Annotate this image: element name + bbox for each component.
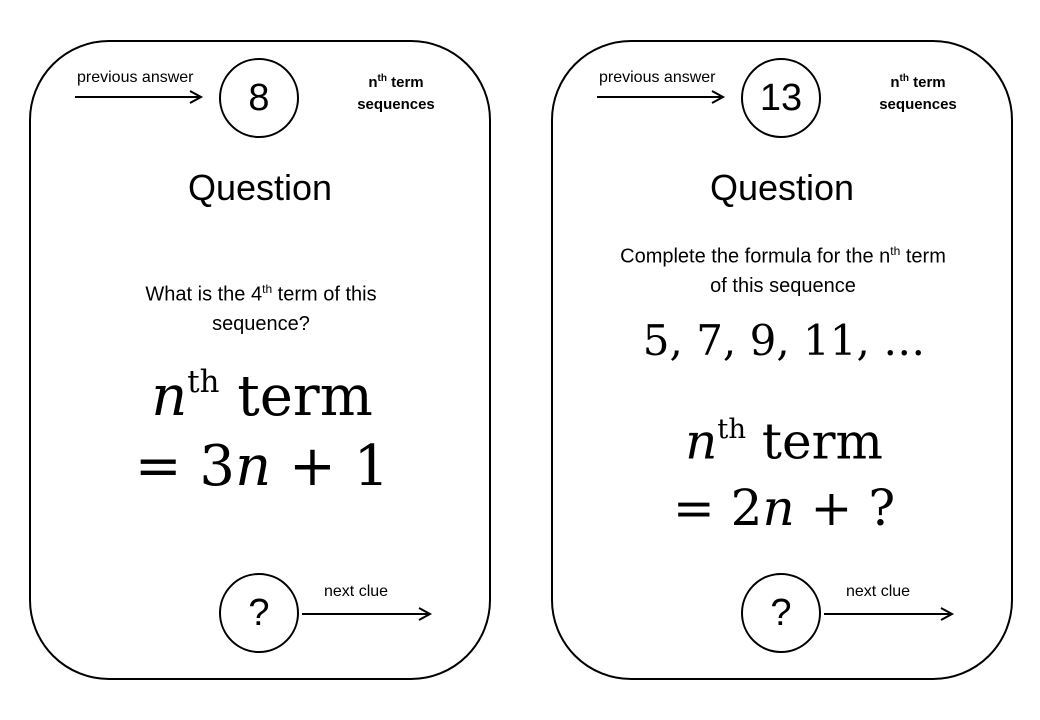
next-arrow-icon (824, 607, 956, 621)
previous-answer-circle: 13 (741, 58, 821, 138)
question-card-left (29, 40, 491, 680)
formula-line-2: = 3n + 1 (134, 434, 390, 499)
question-prompt: Complete the formula for the $n^{th}$ term of this sequence (620, 244, 946, 297)
question-heading: Question (187, 167, 333, 208)
next-clue-label: next clue (846, 583, 911, 600)
formula-line-1: $n^{th}$ term (685, 412, 883, 471)
previous-arrow-icon (75, 90, 205, 104)
previous-answer-label: previous answer (599, 69, 716, 86)
previous-answer-label: previous answer (77, 69, 194, 86)
question-card-right (551, 40, 1013, 680)
formula-line-1: $n^{th}$ term (151, 364, 373, 430)
previous-arrow-icon (597, 90, 727, 104)
sequence-values: 5, 7, 9, 11, … (642, 316, 926, 365)
question-heading: Question (709, 167, 855, 208)
formula-line-2: = 2n + ? (672, 479, 896, 537)
next-clue-label: next clue (324, 583, 389, 600)
topic-label: $n^{th}$ term sequences (357, 73, 435, 113)
previous-answer-circle: 8 (219, 58, 299, 138)
next-answer-circle: ? (219, 573, 299, 653)
next-arrow-icon (302, 607, 434, 621)
topic-label: $n^{th}$ term sequences (879, 73, 957, 113)
next-answer-circle: ? (741, 573, 821, 653)
question-prompt: What is the 4th term of this sequence? (145, 282, 377, 335)
